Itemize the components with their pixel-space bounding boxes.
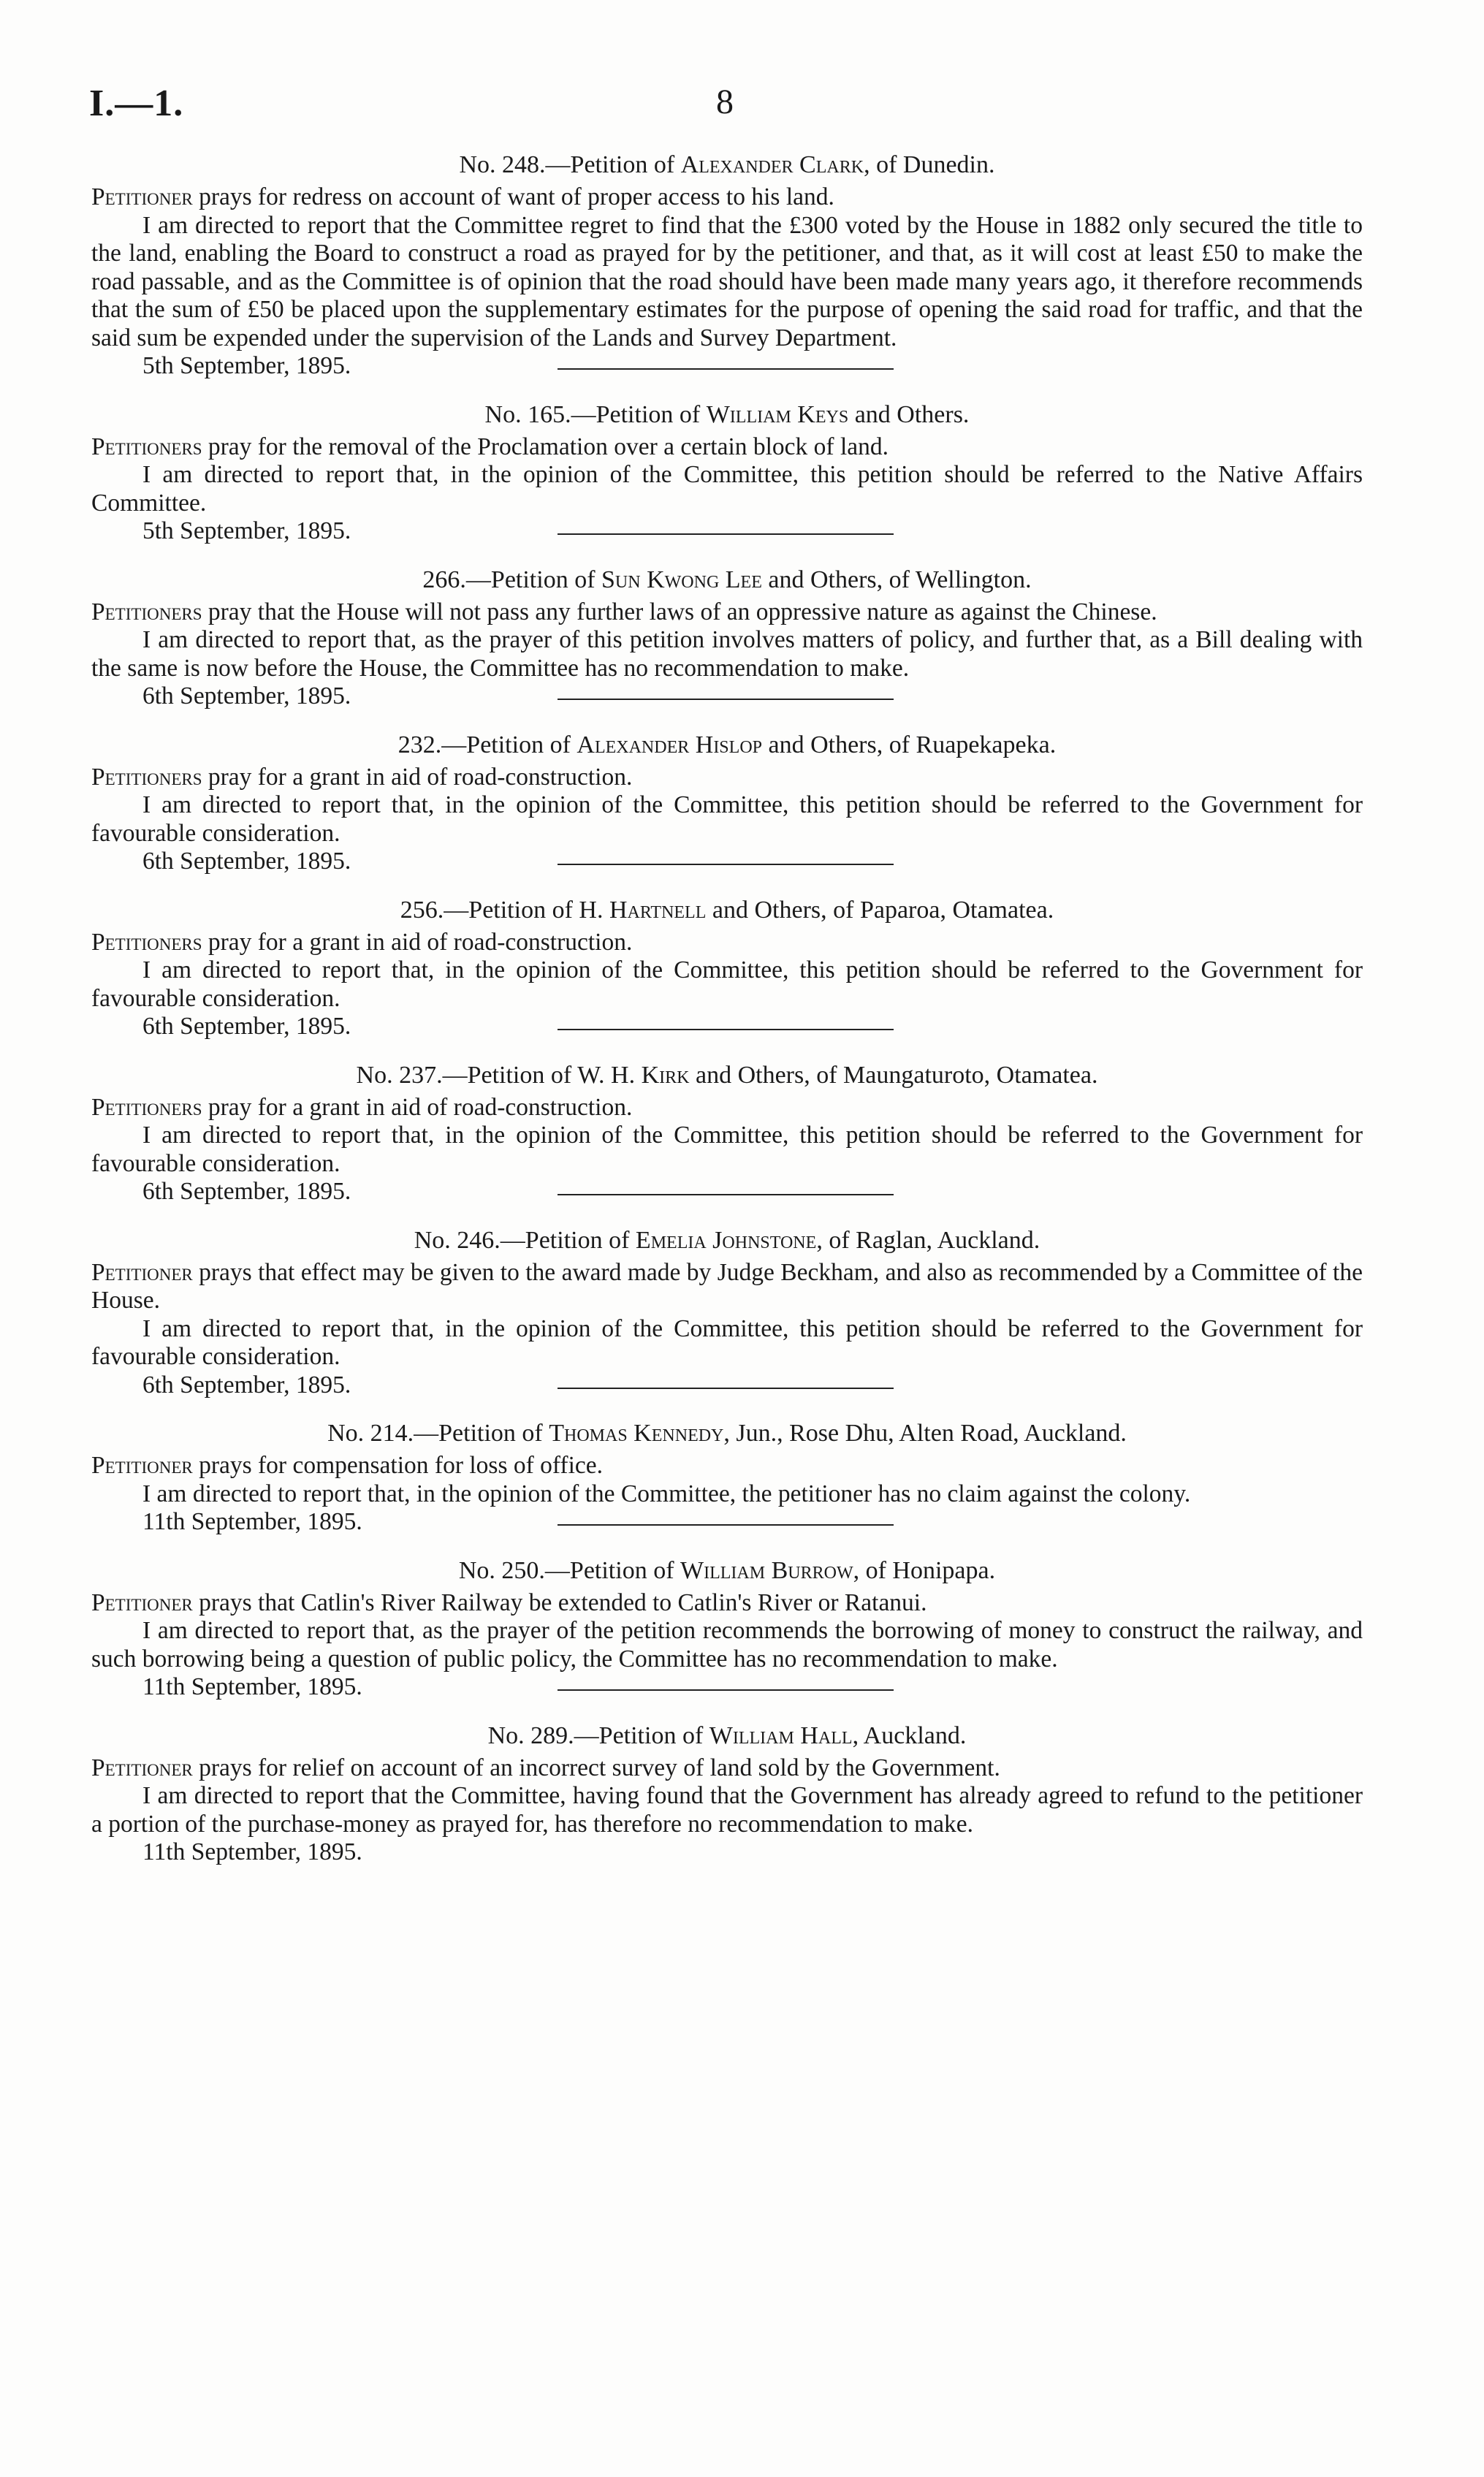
report-date: 6th September, 1895.	[91, 682, 1363, 711]
committee-report: I am directed to report that, in the opinion of the Committee, this petition should be referred to the Government for favourable consideration.	[91, 1314, 1363, 1370]
report-date: 6th September, 1895.	[91, 1371, 1363, 1400]
petition-prayer: Petitioners pray for the removal of the Proclamation over a certain block of land.	[91, 433, 889, 460]
petitioner-name: William Burrow	[680, 1556, 853, 1584]
petition-prayer: Petitioner prays that effect may be given to the award made by Judge Beckham, and also as recommended by a Committee of the House.	[91, 1258, 1363, 1314]
petition-heading: No. 214.—Petition of Thomas Kennedy, Jun., Rose Dhu, Alten Road, Auckland.	[327, 1420, 1127, 1447]
petitioner-name: Alexander Clark	[680, 151, 864, 178]
petition-entry	[91, 1060, 1363, 1206]
section-divider	[558, 699, 894, 700]
petition-heading: No. 165.—Petition of William Keys and Others.	[484, 400, 970, 428]
petition-prayer: Petitioners pray for a grant in aid of road-construction.	[91, 1093, 633, 1121]
petition-prayer: Petitioners pray for a grant in aid of road-construction.	[91, 763, 633, 791]
section-divider	[558, 533, 894, 535]
petition-prayer: Petitioner prays for redress on account of want of proper access to his land.	[91, 183, 834, 210]
petition-heading: No. 246.—Petition of Emelia Johnstone, of Raglan, Auckland.	[414, 1226, 1040, 1254]
petitioner-name: Kirk	[641, 1061, 690, 1089]
petition-entry	[91, 400, 1363, 546]
petition-heading: No. 237.—Petition of W. H. Kirk and Others, of Maungaturoto, Otamatea.	[356, 1061, 1098, 1089]
petition-prayer: Petitioner prays for relief on account of an incorrect survey of land sold by the Government.	[91, 1754, 1000, 1781]
petition-prayer: Petitioner prays for compensation for loss of office.	[91, 1452, 604, 1479]
committee-report: I am directed to report that, in the opinion of the Committee, this petition should be referred to the Government for favourable consideration.	[91, 791, 1363, 847]
petitioner-name: William Hall	[709, 1721, 853, 1749]
petitions-list	[91, 150, 1363, 1867]
committee-report: I am directed to report that, in the opinion of the Committee, the petitioner has no claim against the colony.	[142, 1480, 1191, 1507]
petition-entry	[91, 1418, 1363, 1537]
section-divider	[558, 1388, 894, 1389]
report-date: 11th September, 1895.	[142, 1838, 362, 1865]
report-date: 5th September, 1895.	[91, 517, 1363, 546]
parliamentary-paper-reference: I.—1.	[89, 83, 184, 124]
petitioner-name: Thomas Kennedy	[549, 1420, 724, 1447]
section-divider	[558, 1029, 894, 1030]
section-divider	[558, 368, 894, 370]
petitioner-name: William Keys	[706, 400, 849, 428]
petition-entry	[91, 730, 1363, 876]
petition-prayer: Petitioners pray that the House will not pass any further laws of an oppressive nature as against the Chinese.	[91, 598, 1157, 625]
petition-heading: No. 250.—Petition of William Burrow, of Honipapa.	[458, 1556, 996, 1584]
petition-prayer: Petitioners pray for a grant in aid of road-construction.	[91, 928, 633, 956]
petition-heading: 232.—Petition of Alexander Hislop and Others, of Ruapekapeka.	[397, 731, 1057, 758]
page-number: 8	[716, 83, 734, 121]
section-divider	[558, 1194, 894, 1195]
petition-heading: 256.—Petition of H. Hartnell and Others, of Paparoa, Otamatea.	[400, 896, 1054, 924]
committee-report: I am directed to report that, in the opinion of the Committee, this petition should be referred to the Government for favourable consideration.	[91, 956, 1363, 1012]
report-date: 11th September, 1895.	[91, 1673, 1363, 1702]
petition-entry	[91, 895, 1363, 1041]
petition-heading: No. 248.—Petition of Alexander Clark, of Dunedin.	[459, 151, 995, 178]
petition-prayer: Petitioner prays that Catlin's River Railway be extended to Catlin's River or Ratanui.	[91, 1588, 927, 1616]
petition-entry	[91, 150, 1363, 381]
report-date: 6th September, 1895.	[91, 848, 1363, 876]
petitioner-name: Hartnell	[609, 896, 707, 924]
report-date: 6th September, 1895.	[91, 1178, 1363, 1206]
report-date: 11th September, 1895.	[91, 1508, 1363, 1537]
petition-entry	[91, 1556, 1363, 1702]
petition-entry	[91, 1721, 1363, 1867]
report-date: 6th September, 1895.	[91, 1013, 1363, 1041]
petitioner-name: Emelia Johnstone	[635, 1226, 817, 1254]
petition-heading: No. 289.—Petition of William Hall, Auckland.	[487, 1721, 967, 1749]
petition-entry	[91, 1225, 1363, 1400]
committee-report: I am directed to report that the Committee, having found that the Government has already agreed to refund to the petitioner a portion of the purchase-money as prayed for, has therefore no recommendation to make.	[91, 1782, 1363, 1838]
report-date: 5th September, 1895.	[91, 352, 1363, 381]
committee-report: I am directed to report that, as the prayer of this petition involves matters of policy, and further that, as a Bill dealing with the same is now before the House, the Committee has no recommendation to make.	[91, 626, 1363, 682]
section-divider	[558, 1689, 894, 1691]
committee-report: I am directed to report that, in the opinion of the Committee, this petition should be referred to the Government for favourable consideration.	[91, 1122, 1363, 1177]
section-divider	[558, 864, 894, 865]
petitioner-name: Sun Kwong Lee	[601, 566, 762, 593]
petition-entry	[91, 565, 1363, 711]
committee-report: I am directed to report that the Committee regret to find that the £300 voted by the House in 1882 only secured the title to the land, enabling the Board to construct a road as prayed for by the petitioner, and that, as it will cost at least £50 to make the road passable, and as the Committee is of opinion that the road should have been made many years ago, it therefore recommends that the sum of £50 be placed upon the supplementary estimates for the purpose of opening the said road for traffic, and that the said sum be expended under the supervision of the Lands and Survey Department.	[91, 211, 1363, 351]
petitioner-name: Alexander Hislop	[577, 731, 762, 758]
committee-report: I am directed to report that, as the prayer of the petition recommends the borrowing of money to construct the railway, and such borrowing being a question of public policy, the Committee has no recommendation to make.	[91, 1617, 1363, 1673]
committee-report: I am directed to report that, in the opinion of the Committee, this petition should be referred to the Native Affairs Committee.	[91, 461, 1363, 517]
section-divider	[558, 1524, 894, 1526]
petition-heading: 266.—Petition of Sun Kwong Lee and Others, of Wellington.	[422, 566, 1032, 593]
